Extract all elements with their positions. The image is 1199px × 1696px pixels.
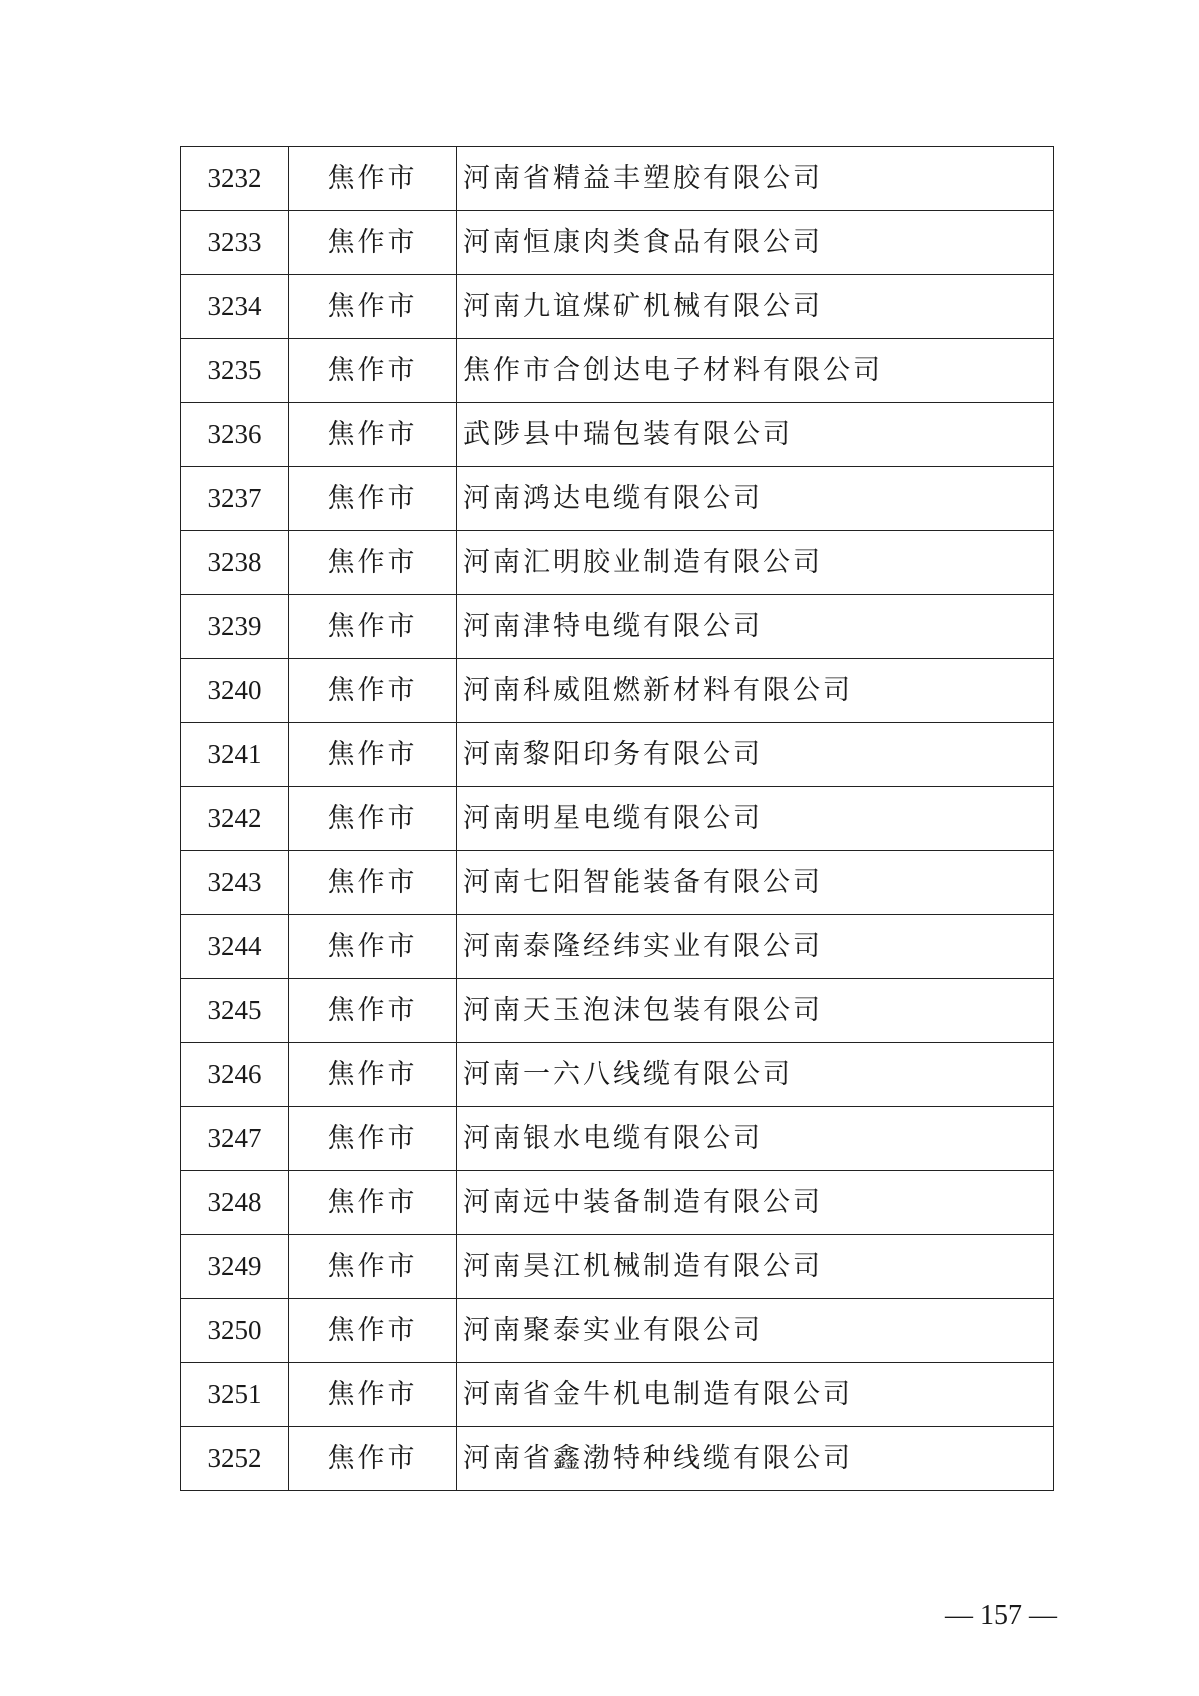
company-name-cell: 河南明星电缆有限公司 — [457, 787, 1054, 851]
city-cell: 焦作市 — [289, 403, 457, 467]
serial-number-cell: 3234 — [181, 275, 289, 339]
serial-number-cell: 3233 — [181, 211, 289, 275]
company-name-cell: 河南黎阳印务有限公司 — [457, 723, 1054, 787]
city-cell: 焦作市 — [289, 787, 457, 851]
city-cell: 焦作市 — [289, 1427, 457, 1491]
serial-number-cell: 3252 — [181, 1427, 289, 1491]
company-list-table — [180, 146, 1054, 1491]
company-name-cell: 河南汇明胶业制造有限公司 — [457, 531, 1054, 595]
company-name-cell: 河南津特电缆有限公司 — [457, 595, 1054, 659]
city-cell: 焦作市 — [289, 1043, 457, 1107]
table-row — [181, 275, 1054, 339]
serial-number-cell: 3245 — [181, 979, 289, 1043]
table-row — [181, 915, 1054, 979]
city-cell: 焦作市 — [289, 979, 457, 1043]
city-cell: 焦作市 — [289, 1299, 457, 1363]
city-cell: 焦作市 — [289, 1171, 457, 1235]
serial-number-cell: 3232 — [181, 147, 289, 211]
table-body — [181, 147, 1054, 1491]
company-name-cell: 河南鸿达电缆有限公司 — [457, 467, 1054, 531]
company-name-cell: 河南省金牛机电制造有限公司 — [457, 1363, 1054, 1427]
city-cell: 焦作市 — [289, 723, 457, 787]
city-cell: 焦作市 — [289, 1107, 457, 1171]
table-row — [181, 403, 1054, 467]
company-name-cell: 河南一六八线缆有限公司 — [457, 1043, 1054, 1107]
company-name-cell: 河南天玉泡沫包装有限公司 — [457, 979, 1054, 1043]
serial-number-cell: 3241 — [181, 723, 289, 787]
company-name-cell: 河南省精益丰塑胶有限公司 — [457, 147, 1054, 211]
city-cell: 焦作市 — [289, 659, 457, 723]
serial-number-cell: 3237 — [181, 467, 289, 531]
table-row — [181, 723, 1054, 787]
company-name-cell: 武陟县中瑞包装有限公司 — [457, 403, 1054, 467]
city-cell: 焦作市 — [289, 211, 457, 275]
company-name-cell: 河南科威阻燃新材料有限公司 — [457, 659, 1054, 723]
serial-number-cell: 3249 — [181, 1235, 289, 1299]
serial-number-cell: 3250 — [181, 1299, 289, 1363]
serial-number-cell: 3246 — [181, 1043, 289, 1107]
table-row — [181, 1107, 1054, 1171]
serial-number-cell: 3248 — [181, 1171, 289, 1235]
table-row — [181, 339, 1054, 403]
table-row — [181, 851, 1054, 915]
serial-number-cell: 3247 — [181, 1107, 289, 1171]
company-name-cell: 河南恒康肉类食品有限公司 — [457, 211, 1054, 275]
company-name-cell: 焦作市合创达电子材料有限公司 — [457, 339, 1054, 403]
company-name-cell: 河南昊江机械制造有限公司 — [457, 1235, 1054, 1299]
company-name-cell: 河南远中装备制造有限公司 — [457, 1171, 1054, 1235]
table-row — [181, 467, 1054, 531]
city-cell: 焦作市 — [289, 467, 457, 531]
table-row — [181, 1235, 1054, 1299]
table-row — [181, 1363, 1054, 1427]
table-row — [181, 595, 1054, 659]
serial-number-cell: 3235 — [181, 339, 289, 403]
page-number: — 157 — — [945, 1600, 1057, 1631]
table-row — [181, 211, 1054, 275]
company-name-cell: 河南银水电缆有限公司 — [457, 1107, 1054, 1171]
serial-number-cell: 3242 — [181, 787, 289, 851]
table-row — [181, 979, 1054, 1043]
company-name-cell: 河南泰隆经纬实业有限公司 — [457, 915, 1054, 979]
table-row — [181, 147, 1054, 211]
table-row — [181, 1171, 1054, 1235]
table-row — [181, 787, 1054, 851]
city-cell: 焦作市 — [289, 531, 457, 595]
company-name-cell: 河南九谊煤矿机械有限公司 — [457, 275, 1054, 339]
city-cell: 焦作市 — [289, 1363, 457, 1427]
table-row — [181, 1427, 1054, 1491]
serial-number-cell: 3236 — [181, 403, 289, 467]
company-name-cell: 河南省鑫渤特种线缆有限公司 — [457, 1427, 1054, 1491]
serial-number-cell: 3251 — [181, 1363, 289, 1427]
table-row — [181, 531, 1054, 595]
city-cell: 焦作市 — [289, 275, 457, 339]
company-name-cell: 河南聚泰实业有限公司 — [457, 1299, 1054, 1363]
serial-number-cell: 3244 — [181, 915, 289, 979]
city-cell: 焦作市 — [289, 595, 457, 659]
serial-number-cell: 3240 — [181, 659, 289, 723]
table-row — [181, 1043, 1054, 1107]
city-cell: 焦作市 — [289, 1235, 457, 1299]
city-cell: 焦作市 — [289, 851, 457, 915]
company-name-cell: 河南七阳智能装备有限公司 — [457, 851, 1054, 915]
city-cell: 焦作市 — [289, 147, 457, 211]
serial-number-cell: 3238 — [181, 531, 289, 595]
city-cell: 焦作市 — [289, 915, 457, 979]
table-row — [181, 1299, 1054, 1363]
serial-number-cell: 3243 — [181, 851, 289, 915]
city-cell: 焦作市 — [289, 339, 457, 403]
serial-number-cell: 3239 — [181, 595, 289, 659]
table-row — [181, 659, 1054, 723]
